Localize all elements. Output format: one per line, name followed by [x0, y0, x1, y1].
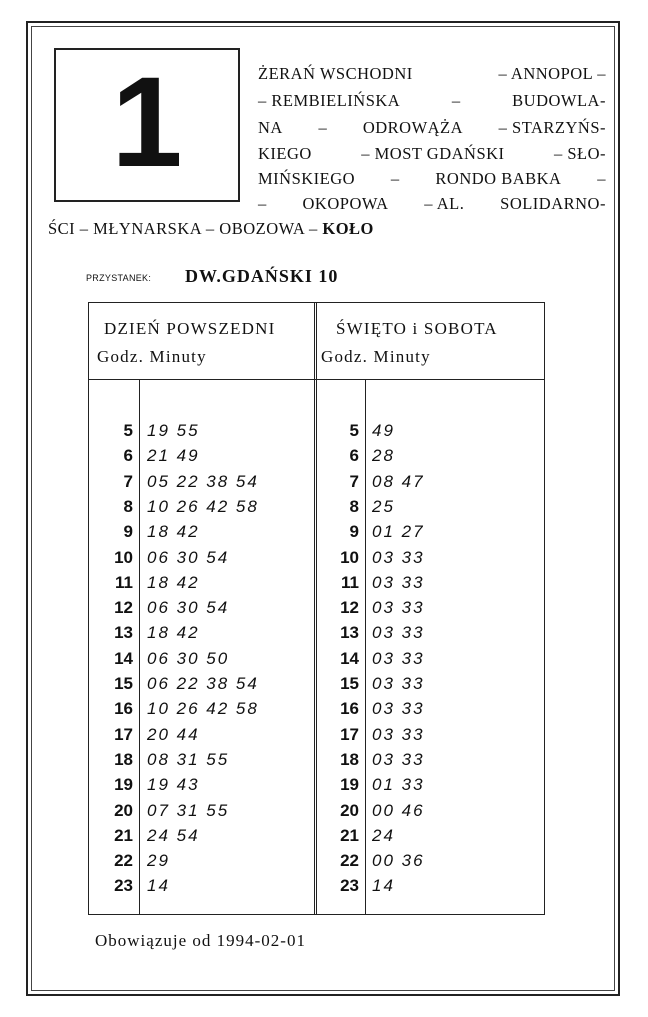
hour-cell: 14	[114, 648, 133, 668]
minutes-cell: 01 33	[372, 775, 425, 795]
minutes-cell: 06 30 50	[147, 648, 230, 668]
route-segment: –	[451, 91, 461, 110]
hour-cell: 13	[340, 623, 359, 643]
weekday-hour-rule	[139, 379, 140, 914]
minutes-cell: 18 42	[147, 572, 200, 592]
hour-cell: 6	[349, 446, 359, 466]
route-line-2	[258, 91, 606, 111]
hour-cell: 16	[340, 699, 359, 719]
hour-cell: 22	[340, 851, 359, 871]
route-line-6	[258, 194, 606, 214]
route-segment: –	[258, 194, 267, 213]
route-line-3	[258, 118, 606, 138]
minutes-cell: 18 42	[147, 522, 200, 542]
minutes-cell: 03 33	[372, 547, 425, 567]
minutes-cell: 24	[372, 825, 395, 845]
line-number-box	[54, 48, 240, 202]
route-segment: –	[390, 169, 400, 188]
route-segment: OKOPOWA	[302, 194, 389, 213]
minutes-cell: 25	[372, 496, 395, 516]
minutes-cell: 18 42	[147, 623, 200, 643]
hour-cell: 18	[114, 749, 133, 769]
minutes-cell: 05 22 38 54	[147, 471, 259, 491]
route-segment: BUDOWLA-	[512, 91, 606, 110]
route-segment: – AL.	[424, 194, 465, 213]
hour-cell: 18	[340, 749, 359, 769]
route-segment: –	[597, 169, 606, 188]
route-segment: ŻERAŃ WSCHODNI	[258, 64, 413, 83]
route-segment: – ANNOPOL –	[498, 64, 606, 83]
minutes-cell: 03 33	[372, 648, 425, 668]
route-segment: SOLIDARNO-	[500, 194, 606, 213]
weekday-title: DZIEŃ POWSZEDNI	[104, 319, 276, 338]
hour-cell: 15	[114, 674, 133, 693]
hour-cell: 21	[340, 825, 359, 845]
hour-cell: 12	[340, 598, 359, 618]
hour-cell: 13	[114, 623, 133, 643]
minutes-cell: 03 33	[372, 572, 425, 592]
minutes-cell: 03 33	[372, 724, 425, 744]
minutes-cell: 21 49	[147, 446, 200, 466]
route-line-5	[258, 169, 606, 189]
hour-cell: 7	[349, 471, 359, 491]
route-line-1	[258, 64, 606, 84]
stop-label: PRZYSTANEK:	[86, 273, 152, 283]
hour-cell: 23	[114, 876, 133, 896]
hour-cell: 16	[114, 699, 133, 719]
minutes-cell: 00 36	[372, 851, 425, 871]
route-segment: NA	[258, 118, 283, 137]
hour-cell: 9	[123, 522, 133, 542]
route-segment: –	[318, 118, 328, 137]
route-segment: RONDO BABKA	[435, 169, 562, 188]
minutes-cell: 19 55	[147, 421, 200, 440]
hour-cell: 9	[349, 522, 359, 542]
hour-cell: 5	[349, 421, 359, 440]
line-number: 1	[111, 51, 183, 194]
hour-cell: 11	[115, 572, 133, 592]
minutes-cell: 08 47	[372, 471, 425, 491]
hour-cell: 22	[114, 851, 133, 871]
minutes-cell: 03 33	[372, 598, 425, 618]
timetable-table	[88, 302, 545, 915]
hour-cell: 11	[341, 572, 359, 592]
stop-name: DW.GDAŃSKI 10	[185, 266, 339, 286]
hour-cell: 19	[340, 775, 359, 795]
minutes-cell: 01 27	[372, 522, 425, 542]
minutes-cell: 03 33	[372, 699, 425, 719]
hour-cell: 10	[340, 547, 359, 567]
hour-cell: 20	[340, 800, 359, 820]
minutes-cell: 49	[372, 421, 395, 440]
minutes-cell: 07 31 55	[147, 800, 230, 820]
hour-cell: 17	[114, 724, 133, 744]
hour-cell: 8	[349, 496, 359, 516]
minutes-cell: 03 33	[372, 623, 425, 643]
route-line-4	[258, 144, 606, 164]
minutes-cell: 14	[147, 876, 170, 896]
route-segment: – SŁO-	[553, 144, 606, 163]
hour-cell: 10	[114, 547, 133, 567]
header-rule	[89, 379, 544, 380]
minutes-cell: 24 54	[147, 825, 200, 845]
hour-cell: 17	[340, 724, 359, 744]
minutes-cell: 20 44	[147, 724, 200, 744]
minutes-cell: 00 46	[372, 800, 425, 820]
hour-cell: 6	[123, 446, 133, 466]
validity-date: Obowiązuje od 1994-02-01	[95, 931, 306, 950]
minutes-cell: 10 26 42 58	[147, 496, 259, 516]
hour-cell: 12	[114, 598, 133, 618]
minutes-cell: 03 33	[372, 674, 425, 693]
hour-cell: 21	[114, 825, 133, 845]
minutes-cell: 06 22 38 54	[147, 674, 259, 693]
minutes-cell: 06 30 54	[147, 598, 230, 618]
minutes-cell: 28	[372, 446, 395, 466]
hour-cell: 19	[114, 775, 133, 795]
hour-cell: 23	[340, 876, 359, 896]
hour-cell: 15	[340, 674, 359, 693]
minutes-cell: 03 33	[372, 749, 425, 769]
hour-cell: 20	[114, 800, 133, 820]
minutes-cell: 06 30 54	[147, 547, 230, 567]
route-segment: ŚCI – MŁYNARSKA – OBOZOWA –	[48, 219, 323, 238]
minutes-cell: 29	[147, 851, 170, 871]
holiday-hour-rule	[365, 379, 366, 914]
hour-cell: 14	[340, 648, 359, 668]
minutes-cell: 10 26 42 58	[147, 699, 259, 719]
minutes-cell: 08 31 55	[147, 749, 230, 769]
route-segment: KIEGO	[258, 144, 312, 163]
holiday-subheader: Godz. Minuty	[321, 347, 431, 366]
hour-cell: 7	[123, 471, 133, 491]
holiday-title: ŚWIĘTO i SOBOTA	[336, 319, 498, 338]
hour-cell: 8	[123, 496, 133, 516]
hour-cell: 5	[123, 421, 133, 440]
route-segment: – MOST GDAŃSKI	[361, 144, 505, 163]
route-terminus: KOŁO	[322, 219, 374, 238]
minutes-cell: 14	[372, 876, 395, 896]
route-line-7	[48, 219, 374, 239]
route-segment: – REMBIELIŃSKA	[258, 91, 401, 110]
route-segment: MIŃSKIEGO	[258, 169, 356, 188]
route-segment: ODROWĄŻA	[362, 118, 464, 137]
route-segment: – STARZYŃS-	[498, 118, 606, 137]
minutes-cell: 19 43	[147, 775, 200, 795]
weekday-subheader: Godz. Minuty	[97, 347, 207, 366]
